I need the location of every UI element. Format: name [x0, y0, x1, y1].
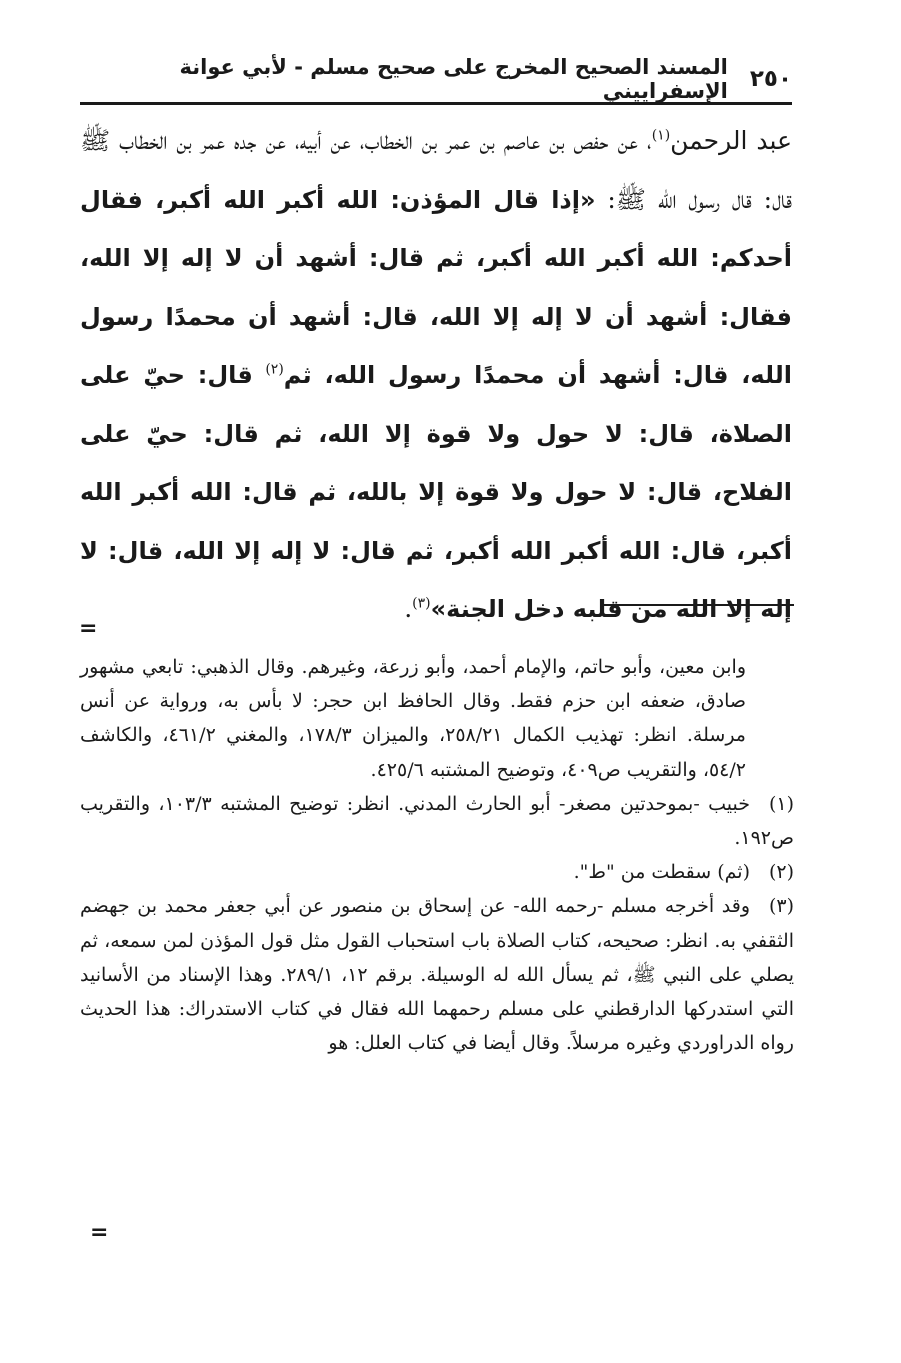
text-start: عبد الرحمن [670, 126, 792, 155]
footnote-3-text: وقد أخرجه مسلم -رحمه الله- عن إسحاق بن منصور عن أبي جعفر محمد بن جهضم الثقفي به. انظر: صحيحه، كتاب الصلاة باب استحباب القول مثل قول المؤذن لمن سمعه، ثم يصلي على النبي ﷺ، ثم يسأل الله له الوسيلة. برقم ١٢، ٢٨٩/١. وهذا الإسناد من الأسانيد التي استدركها الدارقطني على مسلم رحمهما الله فقال في كتاب الاستدراك: هذا الحديث رواه الدراوردي وغيره مرسلاً. وقال أيضا في كتاب العلل: هو [80, 895, 795, 1055]
footnote-2 [80, 855, 794, 889]
footnote-3-number: (٣) [768, 895, 794, 918]
running-title: المسند الصحيح المخرج على صحيح مسلم - لأبي عوانة الإسفراييني [179, 55, 728, 103]
hadith-text-part-2: قال: حيّ على الصلاة، قال: لا حول ولا قوة إلا الله، ثم قال: حيّ على الفلاح، قال: لا حول ولا قوة إلا بالله، ثم قال: الله أكبر الله أكبر، قال: الله أكبر الله أكبر، ثم قال: لا إله إلا الله، قال: لا إله إلا الله من قلبه دخل الجنة» [80, 361, 792, 623]
footnote-1-text: خبيب -بموحدتين مصغر- أبو الحارث المدني. انظر: توضيح المشتبه ١٠٣/٣، والتقريب ص١٩٢. [80, 792, 794, 850]
footnote-continued: وابن معين، وأبو حاتم، والإمام أحمد، وأبو زرعة، وغيرهم. وقال الذهبي: تابعي مشهور صادق، ضعفه ابن حزم فقط. وقال الحافظ ابن حجر: لا بأس به، ورواية عن أنس مرسلة. انظر: تهذيب الكمال ٢٥٨/٢١، والميزان ١٧٨/٣، والمغني ٤٦١/٢، والكاشف ٥٤/٢، والتقريب ص٤٠٩، وتوضيح المشتبه ٤٢٥/٦. [80, 656, 746, 781]
page-number: ٢٥٠ [749, 66, 792, 92]
footnote-3 [80, 889, 794, 1060]
footnote-1 [80, 787, 794, 855]
footnotes [80, 650, 794, 1060]
isnad-chain: ، عن حفص بن عاصم بن عمر بن الخطاب، عن أبيه، عن جده عمر بن الخطاب ﷺ قال: قال رسول الله ﷺ: [80, 126, 792, 214]
footnote-2-text: (ثم) سقطت من "ط". [573, 861, 750, 884]
footnote-ref-2: (٢) [265, 361, 284, 378]
footnote-ref-3: (٣) [412, 595, 431, 612]
hadith-text-part-1: «إذا قال المؤذن: الله أكبر الله أكبر، فقال أحدكم: الله أكبر الله أكبر، ثم قال: أشهد أن لا إله إلا الله، فقال: أشهد أن لا إله إلا الله، قال: أشهد أن محمدًا رسول الله، قال: أشهد أن محمدًا رسول الله، ثم [80, 185, 792, 389]
continuation-mark-top: = [79, 616, 98, 641]
continuation-mark-bottom: = [90, 1220, 109, 1245]
running-header [80, 56, 792, 105]
main-text [80, 112, 792, 639]
text-end: . [404, 594, 413, 623]
footnote-ref-1: (١) [651, 127, 671, 144]
footnote-2-number: (٢) [768, 861, 794, 884]
footnote-1-number: (١) [768, 792, 794, 815]
footnote-separator [600, 604, 794, 606]
